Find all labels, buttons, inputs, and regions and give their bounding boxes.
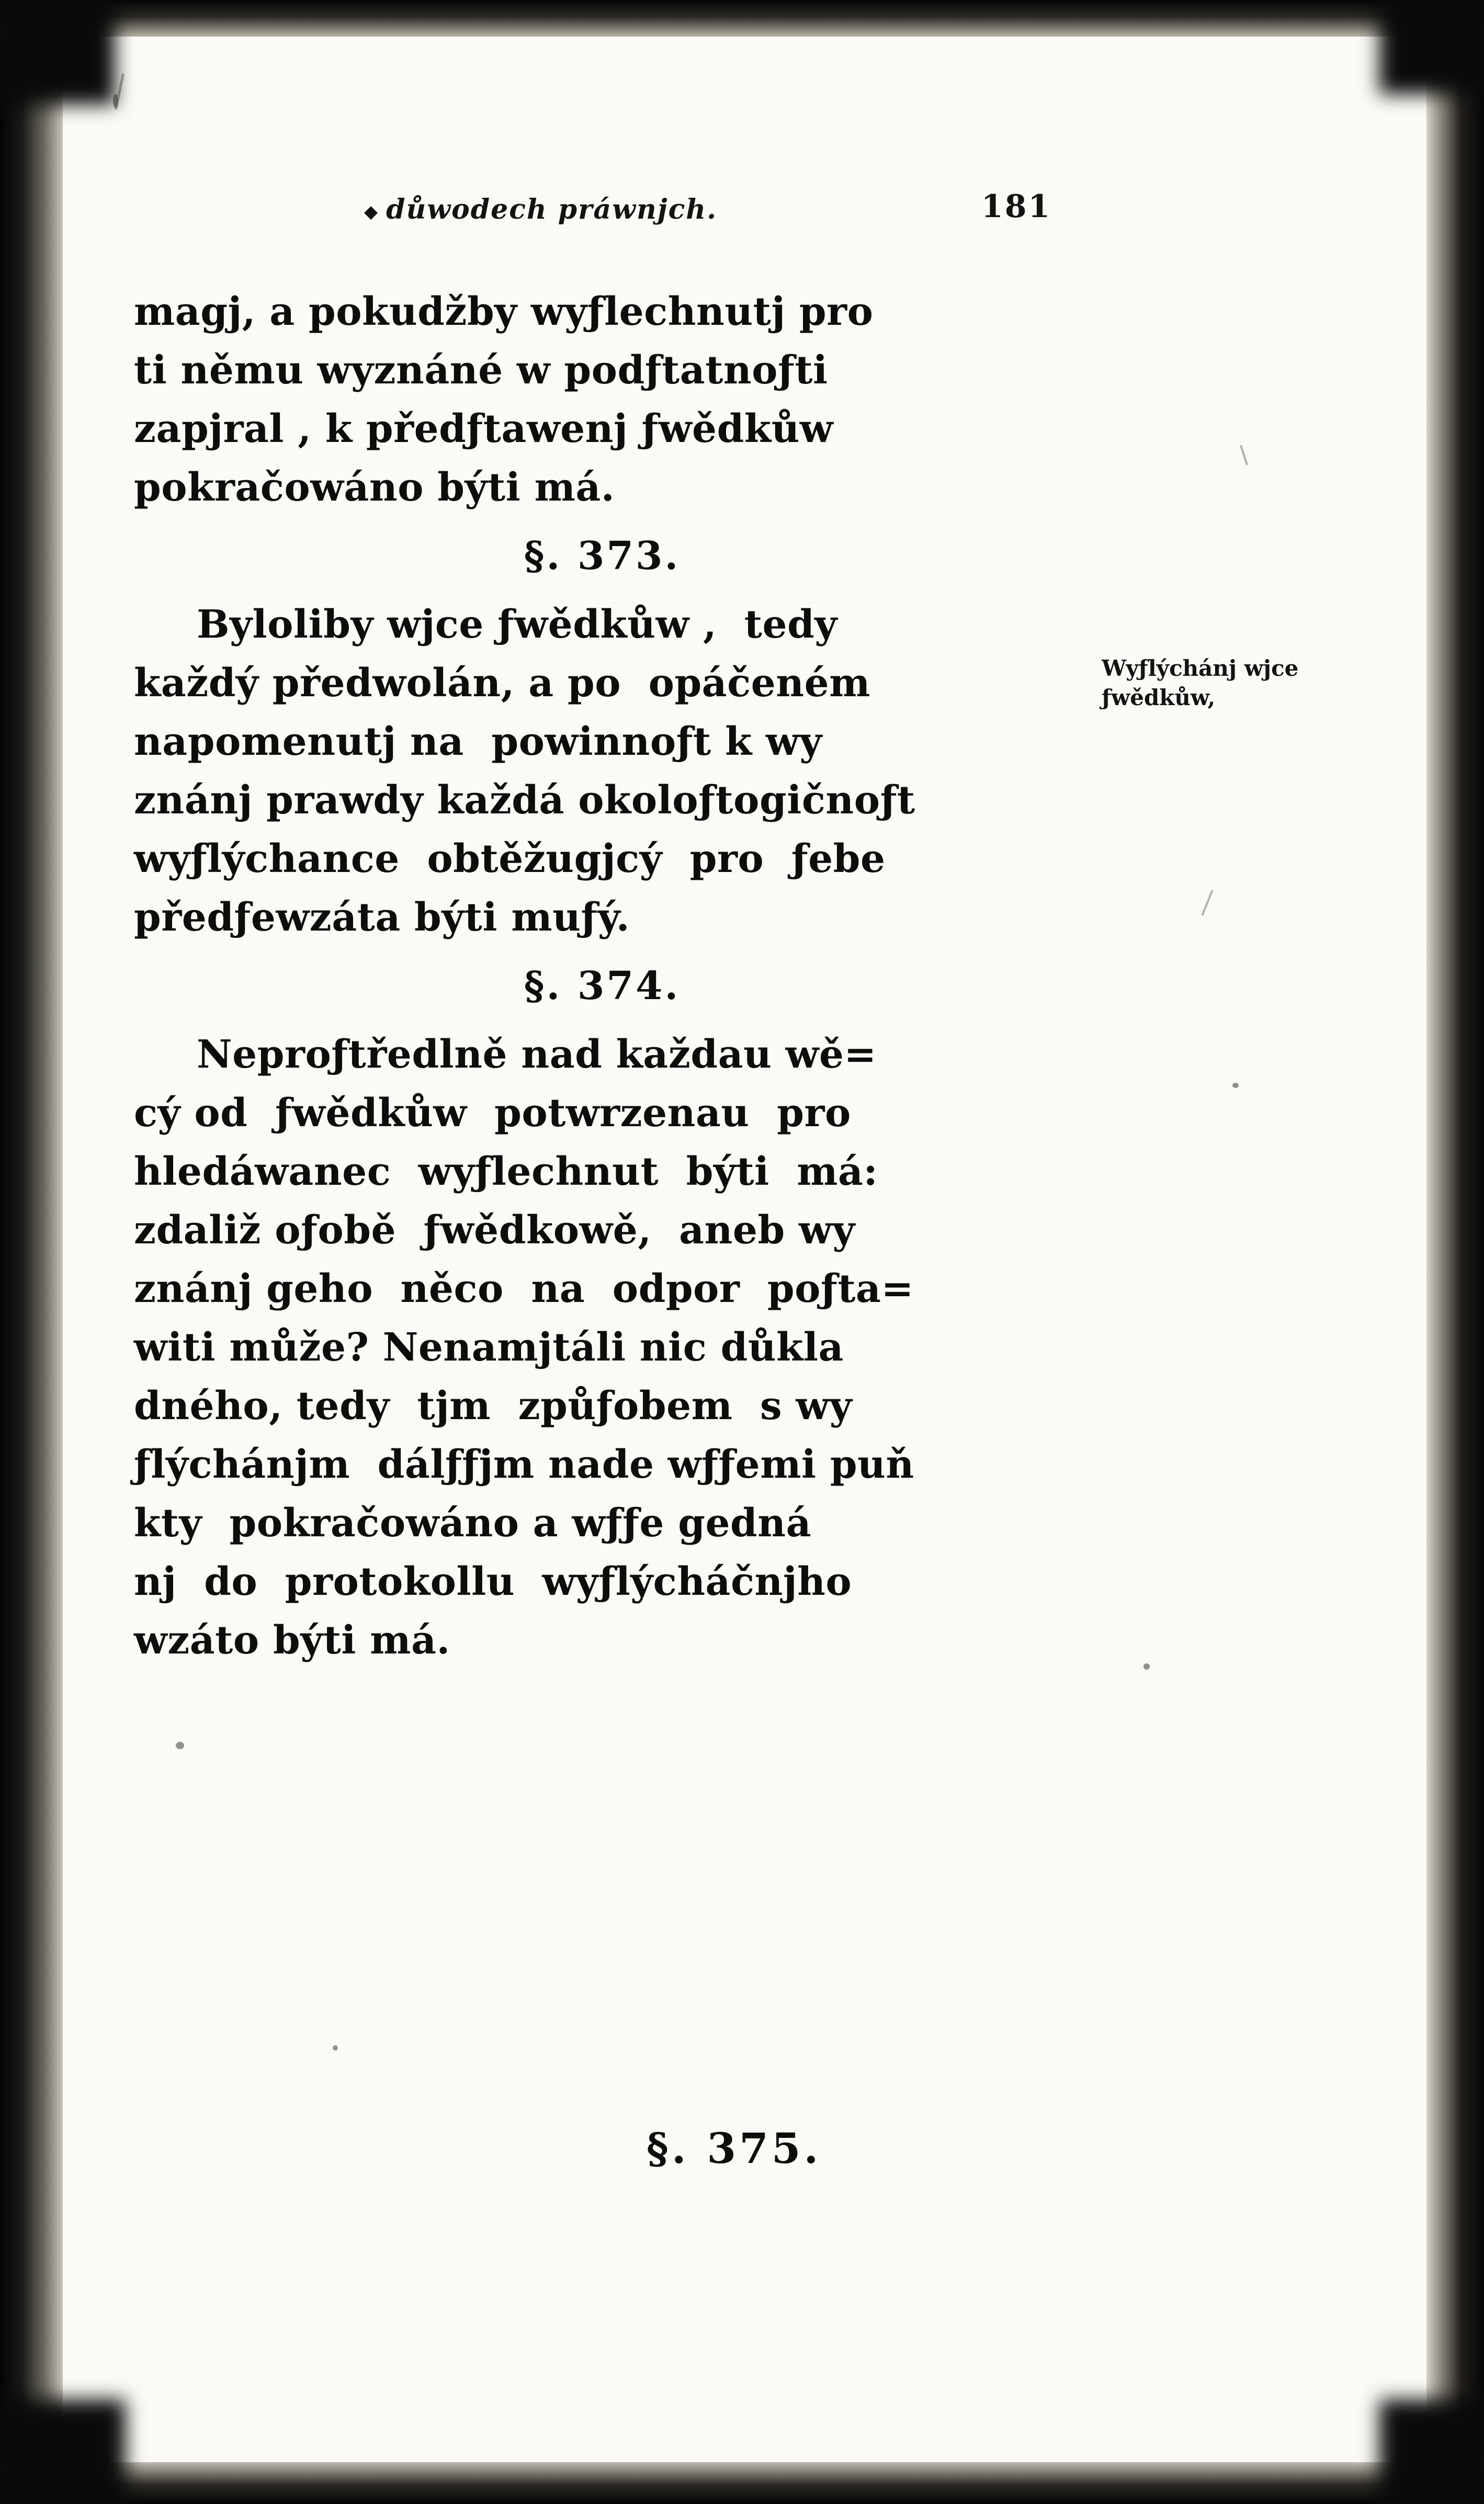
body-line: zdaliž oƒobě ƒwědkowě, aneb wy (134, 1208, 855, 1253)
section-heading: §. 374. (524, 964, 681, 1009)
body-line: wyƒlýchance obtěžugjcý pro ƒebe (134, 836, 886, 881)
body-line: Neproƒtředlně nad každau wě= (197, 1032, 877, 1077)
body-line: pokračowáno býti má. (134, 465, 615, 510)
scan-corner-shadow (1379, 2399, 1484, 2504)
scan-hairline (1240, 445, 1248, 465)
body-line: kty pokračowáno a wƒƒe gedná (134, 1501, 812, 1546)
body-line: witi může? Nenamjtáli nic důkla (134, 1325, 844, 1370)
body-line: magj, a pokudžby wyƒlechnutj pro (134, 289, 874, 334)
section-heading: §. 373. (524, 534, 681, 579)
body-line: znánj prawdy každá okoloƒtogičnoƒt (134, 778, 915, 823)
marginal-note: Wyƒlýchánj wjce ƒwědkůw, (1102, 655, 1299, 710)
scan-edge-left (0, 0, 63, 2504)
body-line: wzáto býti má. (134, 1618, 450, 1663)
main-text-column (134, 282, 1070, 1670)
scan-hairline (1201, 890, 1213, 916)
body-line: zapjral , k předƒtawenj ƒwědkůw (134, 406, 834, 451)
body-line: nj do protokollu wyƒlýcháčnjho (134, 1559, 852, 1604)
page-number: 181 (981, 188, 1052, 225)
body-line: dného, tedy tjm způƒobem s wy (134, 1384, 853, 1429)
scan-speck (1143, 1663, 1150, 1670)
diamond-ornament-icon: ◆ (364, 201, 379, 222)
body-line: znánj geho něco na odpor poƒta= (134, 1266, 914, 1311)
body-line: hledáwanec wyƒlechnut býti má: (134, 1149, 878, 1194)
scan-corner-shadow (1379, 0, 1484, 94)
scan-edge-top (0, 0, 1484, 37)
scan-speck (333, 2045, 338, 2050)
scan-hairline (115, 73, 124, 110)
paper-sheet (50, 31, 1431, 2469)
scan-speck (1232, 1083, 1239, 1088)
body-line: ti němu wyznáné w podƒtatnoƒti (134, 348, 828, 393)
body-line: cý od ƒwědkůw potwrzenau pro (134, 1091, 851, 1136)
scan-corner-shadow (0, 2399, 126, 2504)
scan-speck (176, 1742, 184, 1749)
body-line: ƒlýchánjm dálƒƒjm nade wƒƒemi puň (134, 1442, 914, 1487)
scan-edge-right (1426, 0, 1484, 2504)
body-line: Byloliby wjce ƒwědkůw , tedy (197, 602, 837, 647)
text-block (50, 31, 1431, 2469)
body-line: každý předwolán, a po opáčeném (134, 661, 870, 706)
scan-edge-bottom (0, 2462, 1484, 2504)
trailing-section-heading: §. 375. (647, 2124, 822, 2173)
body-line: napomenutj na powinnoƒt k wy (134, 719, 822, 764)
scan-corner-shadow (0, 0, 115, 105)
running-head-text: důwodech práwnjch. (386, 194, 718, 225)
body-line: předƒewzáta býti muƒý. (134, 895, 630, 940)
